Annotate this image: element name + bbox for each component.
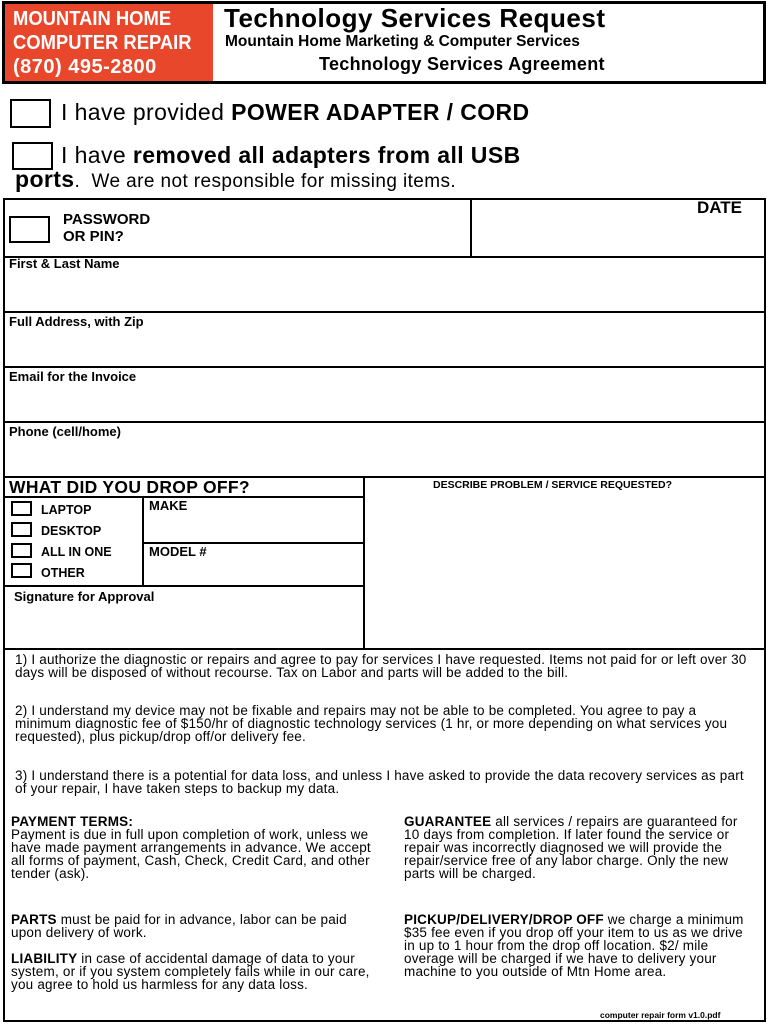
guarantee-body: all services / repairs are guaranteed for 10 days from completion. If later found the service or repair was incorrectly diagnosed we will provide the repair/service free of any labor charge. Only the new parts will be charged.: [404, 814, 738, 881]
all-in-one-label: ALL IN ONE: [41, 545, 112, 559]
usb-bold-1: removed all adapters from all USB: [132, 142, 521, 168]
page-subtitle-agreement: Technology Services Agreement: [319, 54, 605, 74]
guarantee-terms: [404, 815, 756, 880]
liability-terms: [11, 952, 381, 991]
all-in-one-checkbox[interactable]: [11, 543, 32, 558]
pickup-body: we charge a minimum $35 fee even if you drop off your item to us as we drive in up to 1 hour from the drop off location. $2/ mile overage will be charged if we have to delivery your machine to you outside of Mtn Home area.: [404, 912, 744, 979]
other-checkbox[interactable]: [11, 563, 32, 578]
payment-terms-heading: PAYMENT TERMS:: [11, 814, 134, 829]
usb-note: . We are not responsible for missing items.: [74, 171, 457, 192]
payment-terms-body: Payment is due in full upon completion of work, unless we have made payment arrangements in advance. We accept all forms of payment, Cash, Check, Credit Card, and other tender (ask).: [11, 827, 371, 881]
power-adapter-bold: POWER ADAPTER / CORD: [231, 99, 530, 125]
page-title: Technology Services Request: [224, 3, 606, 33]
payment-terms: [11, 815, 381, 880]
laptop-label: LAPTOP: [41, 503, 92, 517]
desktop-label: DESKTOP: [41, 524, 102, 538]
liability-heading: LIABILITY: [11, 951, 78, 966]
usb-statement-line1: [61, 142, 521, 169]
phone-label: Phone (cell/home): [9, 424, 121, 439]
company-logo: [5, 4, 213, 81]
usb-prefix: I have: [61, 142, 127, 168]
page-subtitle-company: Mountain Home Marketing & Computer Services: [225, 33, 580, 50]
logo-line-1: MOUNTAIN HOME: [13, 8, 172, 30]
term-3: 3) I understand there is a potential for data loss, and unless I have asked to provide the data recovery services as part of your repair, I have taken steps to backup my data.: [15, 768, 744, 796]
password-label-2: OR PIN?: [63, 228, 124, 245]
desktop-checkbox[interactable]: [11, 522, 32, 537]
problem-description-label: DESCRIBE PROBLEM / SERVICE REQUESTED?: [433, 479, 673, 491]
guarantee-heading: GUARANTEE: [404, 814, 492, 829]
footer-filename: computer repair form v1.0.pdf: [600, 1010, 721, 1020]
password-label-1: PASSWORD: [63, 211, 151, 228]
problem-description-field[interactable]: [363, 476, 766, 650]
signature-label: Signature for Approval: [14, 589, 155, 604]
usb-statement-line2: [15, 166, 456, 193]
make-label: MAKE: [149, 498, 188, 513]
parts-terms: [11, 913, 381, 939]
other-label: OTHER: [41, 566, 85, 580]
model-label: MODEL #: [149, 544, 207, 559]
power-adapter-statement: [61, 99, 530, 126]
usb-bold-2: ports: [15, 166, 75, 192]
parts-heading: PARTS: [11, 912, 57, 927]
liability-body: in case of accidental damage of data to your system, or if you system completely fails while in our care, you agree to hold us harmless for any data loss.: [11, 951, 370, 992]
power-adapter-checkbox[interactable]: [10, 99, 51, 128]
power-adapter-prefix: I have provided: [61, 99, 225, 125]
term-1: 1) I authorize the diagnostic or repairs and agree to pay for services I have requested. Items not paid for or left over 30 days will be disposed of without recourse. Tax on Labor and parts will be added to the bill.: [15, 652, 747, 680]
name-label: First & Last Name: [9, 256, 120, 271]
parts-body: must be paid for in advance, labor can be paid upon delivery of work.: [11, 912, 347, 940]
term-2: 2) I understand my device may not be fixable and repairs may not be able to be completed. You agree to pay a minimum diagnostic fee of $150/hr of diagnostic technology services (1 hr, or more depending on what services you requested), plus pickup/drop off/or delivery fee.: [15, 703, 728, 744]
laptop-checkbox[interactable]: [11, 501, 32, 516]
password-checkbox[interactable]: [9, 216, 50, 243]
logo-phone: (870) 495-2800: [13, 56, 157, 78]
dropoff-heading: WHAT DID YOU DROP OFF?: [9, 477, 250, 497]
logo-line-2: COMPUTER REPAIR: [13, 32, 192, 54]
pickup-heading: PICKUP/DELIVERY/DROP OFF: [404, 912, 604, 927]
date-label: DATE: [697, 198, 743, 217]
pickup-terms: [404, 913, 756, 978]
email-label: Email for the Invoice: [9, 369, 137, 384]
address-label: Full Address, with Zip: [9, 314, 144, 329]
